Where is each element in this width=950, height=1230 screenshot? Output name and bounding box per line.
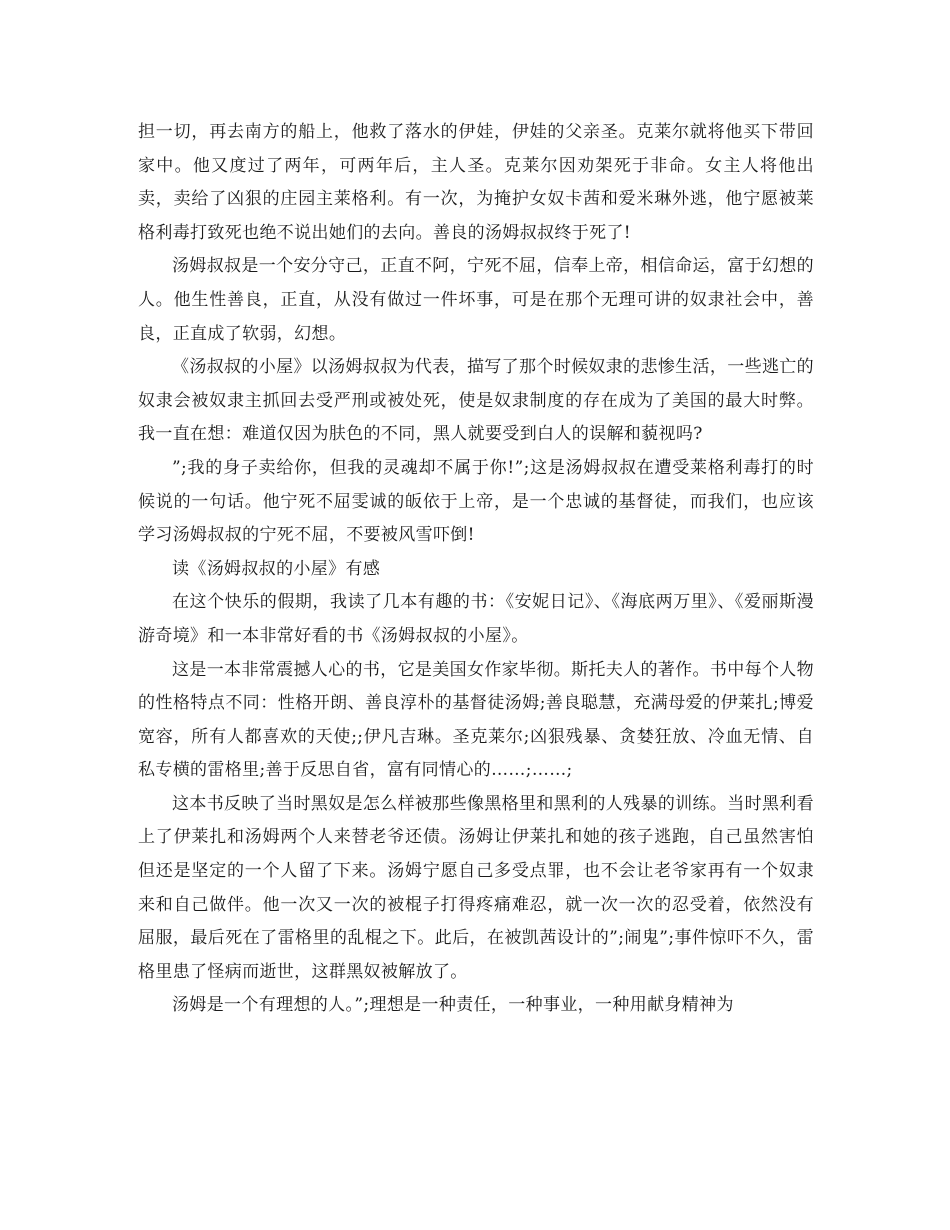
document-body [138,116,814,1023]
paragraph: 《汤叔叔的小屋》以汤姆叔叔为代表，描写了那个时候奴隶的悲惨生活，一些逃亡的奴隶会被奴隶主抓回去受严刑或被处死，使是奴隶制度的存在成为了美国的最大时弊。我一直在想：难道仅因为肤色的不同，黑人就要受到白人的误解和藐视吗? [138,357,814,445]
paragraph: 这是一本非常震撼人心的书，它是美国女作家毕彻。斯托夫人的著作。书中每个人物的性格特点不同：性格开朗、善良淳朴的基督徒汤姆;善良聪慧，充满母爱的伊莱扎;博爱宽容，所有人都喜欢的天使;;伊凡吉琳。圣克莱尔;凶狠残暴、贪婪狂放、冷血无情、自私专横的雷格里;善于反思自省，富有同情心的……;……; [138,659,814,781]
paragraph: ”;我的身子卖给你，但我的灵魂却不属于你!”;这是汤姆叔叔在遭受莱格利毒打的时候说的一句话。他宁死不屈雯诚的皈依于上帝，是一个忠诚的基督徒，而我们，也应该学习汤姆叔叔的宁死不屈，不要被风雪吓倒! [138,457,814,546]
paragraph: 这本书反映了当时黑奴是怎么样被那些像黑格里和黑利的人残暴的训练。当时黑利看上了伊莱扎和汤姆两个人来替老爷还债。汤姆让伊莱扎和她的孩子逃跑，自己虽然害怕但还是坚定的一个人留了下来。汤姆宁愿自己多受点罪，也不会让老爷家再有一个奴隶来和自己做伴。他一次又一次的被棍子打得疼痛难忍，就一次一次的忍受着，依然没有屈服，最后死在了雷格里的乱棍之下。此后，在被凯茜设计的”;闹鬼”;事件惊吓不久，雷格里患了怪病而逝世，这群黑奴被解放了。 [138,793,814,982]
paragraph: 在这个快乐的假期，我读了几本有趣的书：《安妮日记》、《海底两万里》、《爱丽斯漫游奇境》和一本非常好看的书《汤姆叔叔的小屋》。 [138,592,814,646]
paragraph: 汤姆是一个有理想的人。”;理想是一种责任，一种事业，一种用献身精神为 [172,995,734,1016]
paragraph: 汤姆叔叔是一个安分守己，正直不阿，宁死不屈，信奉上帝，相信命运，富于幻想的人。他生性善良，正直，从没有做过一件坏事，可是在那个无理可讲的奴隶社会中，善良，正直成了软弱，幻想。 [138,256,814,344]
section-heading: 读《汤姆叔叔的小屋》有感 [172,558,381,579]
paragraph-continuation: 担一切，再去南方的船上，他救了落水的伊娃，伊娃的父亲圣。克莱尔就将他买下带回家中。他又度过了两年，可两年后，主人圣。克莱尔因劝架死于非命。女主人将他出卖，卖给了凶狠的庄园主莱格利。有一次，为掩护女奴卡茜和爱米琳外逃，他宁愿被莱格利毒打致死也绝不说出她们的去向。善良的汤姆叔叔终于死了! [138,122,814,243]
